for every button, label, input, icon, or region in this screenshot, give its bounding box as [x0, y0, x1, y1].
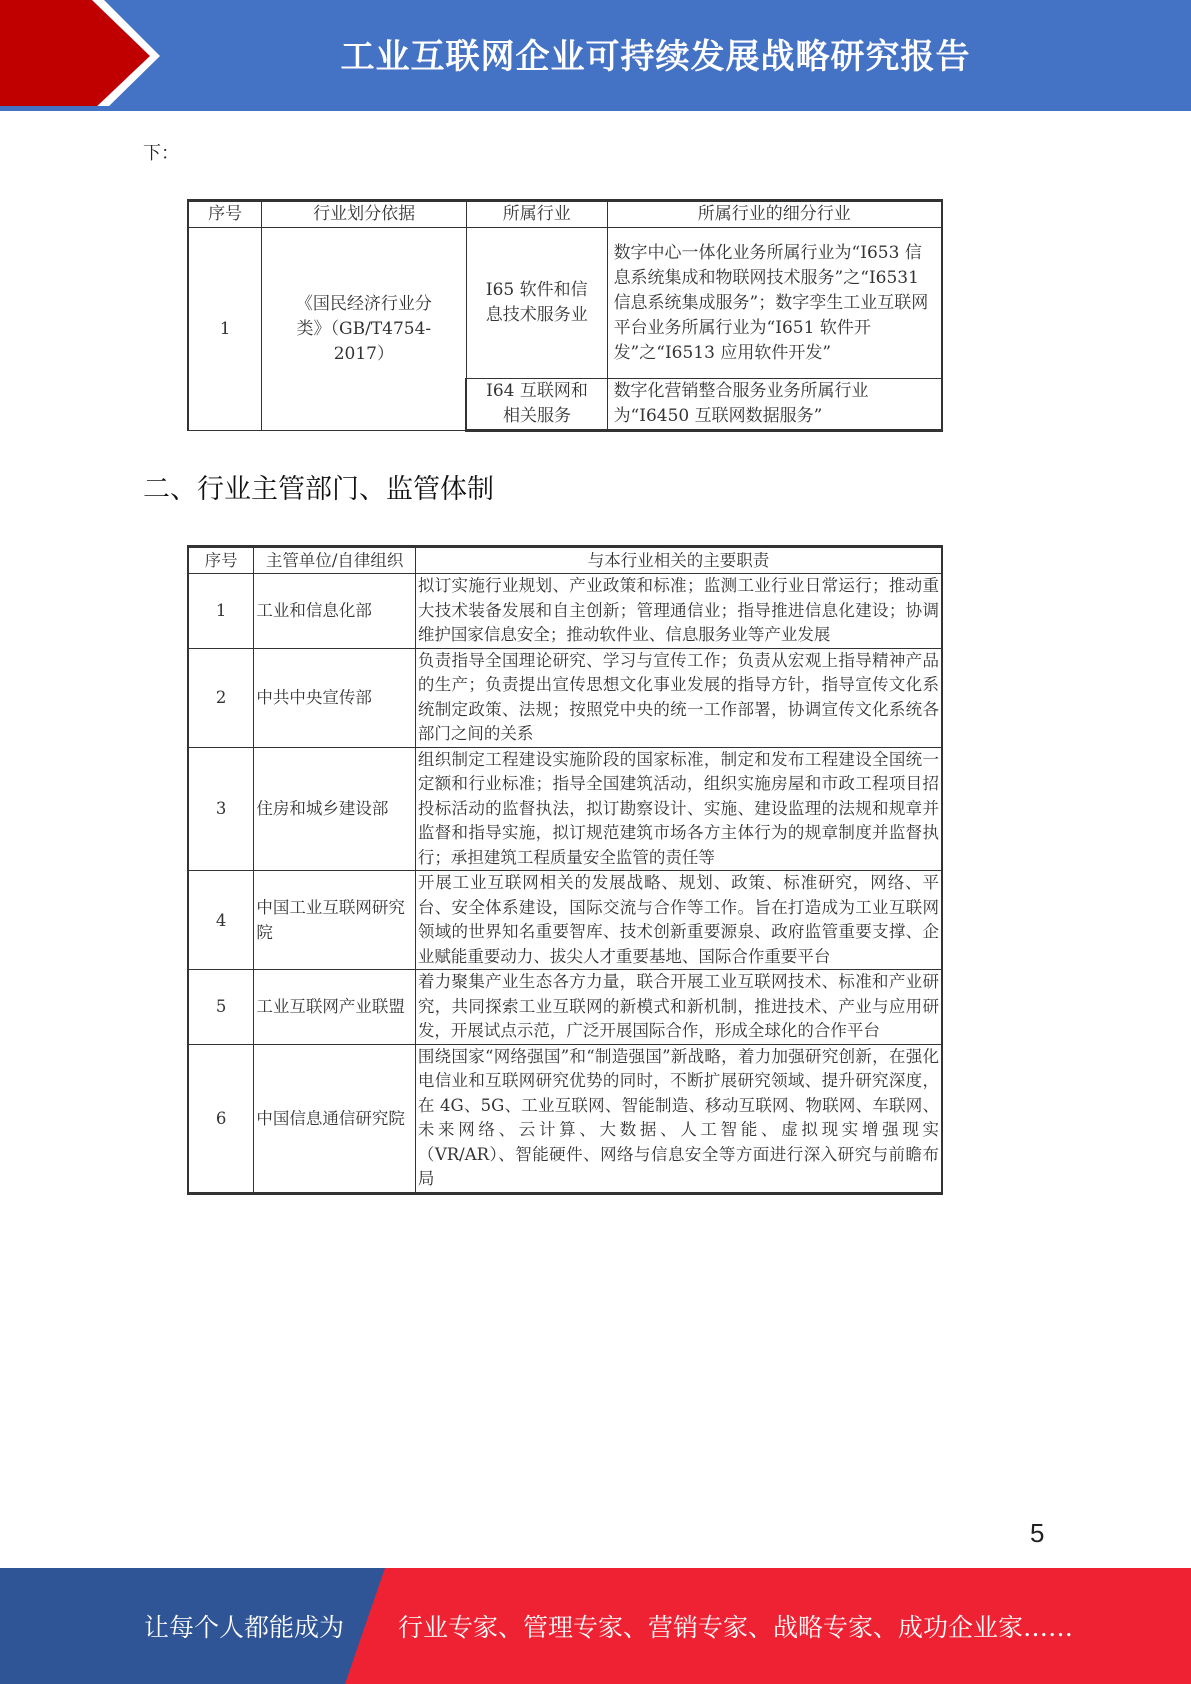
org-cell: 中国信息通信研究院 [254, 1044, 416, 1193]
index-cell: 5 [188, 970, 254, 1045]
footer-slogan-left: 让每个人都能成为 [144, 1613, 345, 1642]
duty-cell: 围绕国家“网络强国”和“制造强国”新战略，着力加强研究创新，在强化电信业和互联网研究优势的同时，不断扩展研究领域、提升研究深度，在 4G、5G、工业互联网、智能制造、移动互联网、物联网、车联网、未来网络、云计算、大数据、人工智能、虚拟现实增强现实（VR/AR）、智能硬件、网络与信息安全等方面进行深入研究与前瞻布局 [415, 1044, 942, 1193]
table-row [188, 228, 942, 379]
index-cell: 3 [188, 747, 254, 871]
column-header: 序号 [188, 201, 262, 228]
industry-cell: I64 互联网和相关服务 [466, 379, 607, 431]
sub-industry-cell: 数字中心一体化业务所属行业为“I653 信息系统集成和物联网技术服务”之“I6531 信息系统集成服务”；数字孪生工业互联网平台业务所属行业为“I651 软件开发”之“I6513 应用软件开发” [607, 228, 942, 379]
org-cell: 工业互联网产业联盟 [254, 970, 416, 1045]
table-header-row [188, 201, 942, 228]
column-header: 与本行业相关的主要职责 [415, 547, 942, 574]
table-row [188, 871, 942, 970]
table-header-row [188, 547, 942, 574]
duty-cell: 着力聚集产业生态各方力量，联合开展工业互联网技术、标准和产业研究，共同探索工业互联网的新模式和新机制，推进技术、产业与应用研发，开展试点示范，广泛开展国际合作，形成全球化的合作平台 [415, 970, 942, 1045]
industry-classification-table [187, 199, 943, 432]
footer-banner [0, 1568, 1191, 1684]
column-header: 序号 [188, 547, 254, 574]
org-cell: 住房和城乡建设部 [254, 747, 416, 871]
index-cell: 2 [188, 648, 254, 747]
column-header: 行业划分依据 [262, 201, 467, 228]
table-row [188, 1044, 942, 1193]
index-cell: 1 [188, 228, 262, 431]
duty-cell: 负责指导全国理论研究、学习与宣传工作；负责从宏观上指导精神产品的生产；负责提出宣传思想文化事业发展的指导方针，指导宣传文化系统制定政策、法规；按照党中央的统一工作部署，协调宣传文化系统各部门之间的关系 [415, 648, 942, 747]
duty-cell: 开展工业互联网相关的发展战略、规划、政策、标准研究，网络、平台、安全体系建设，国际交流与合作等工作。旨在打造成为工业互联网领域的世界知名重要智库、技术创新重要源泉、政府监管重要支撑、企业赋能重要动力、拔尖人才重要基地、国际合作重要平台 [415, 871, 942, 970]
index-cell: 1 [188, 574, 254, 649]
index-cell: 4 [188, 871, 254, 970]
duty-cell: 组织制定工程建设实施阶段的国家标准，制定和发布工程建设全国统一定额和行业标准；指导全国建筑活动，组织实施房屋和市政工程项目招投标活动的监督执法，拟订勘察设计、实施、建设监理的法规和规章并监督和指导实施，拟订规范建筑市场各方主体行为的规章制度并监督执行；承担建筑工程质量安全监管的责任等 [415, 747, 942, 871]
column-header: 所属行业 [466, 201, 607, 228]
index-cell: 6 [188, 1044, 254, 1193]
duty-cell: 拟订实施行业规划、产业政策和标准；监测工业行业日常运行；推动重大技术装备发展和自主创新；管理通信业；指导推进信息化建设；协调维护国家信息安全；推动软件业、信息服务业等产业发展 [415, 574, 942, 649]
sub-industry-cell: 数字化营销整合服务业务所属行业为“I6450 互联网数据服务” [607, 379, 942, 431]
table-row [188, 747, 942, 871]
regulator-table [187, 545, 943, 1195]
table-row [188, 574, 942, 649]
column-header: 所属行业的细分行业 [607, 201, 942, 228]
column-header: 主管单位/自律组织 [254, 547, 416, 574]
table-row [188, 648, 942, 747]
industry-cell: I65 软件和信息技术服务业 [466, 228, 607, 379]
intro-text: 下： [143, 143, 179, 164]
org-cell: 工业和信息化部 [254, 574, 416, 649]
basis-cell: 《国民经济行业分类》（GB/T4754-2017） [262, 228, 467, 431]
table-row [188, 970, 942, 1045]
org-cell: 中国工业互联网研究院 [254, 871, 416, 970]
org-cell: 中共中央宣传部 [254, 648, 416, 747]
section-heading: 二、行业主管部门、监管体制 [143, 474, 494, 505]
page-number: 5 [1030, 1518, 1045, 1548]
report-title: 工业互联网企业可持续发展战略研究报告 [340, 36, 971, 77]
footer-slogan-right: 行业专家、管理专家、营销专家、战略专家、成功企业家…… [398, 1613, 1074, 1642]
header-banner [0, 0, 1191, 111]
